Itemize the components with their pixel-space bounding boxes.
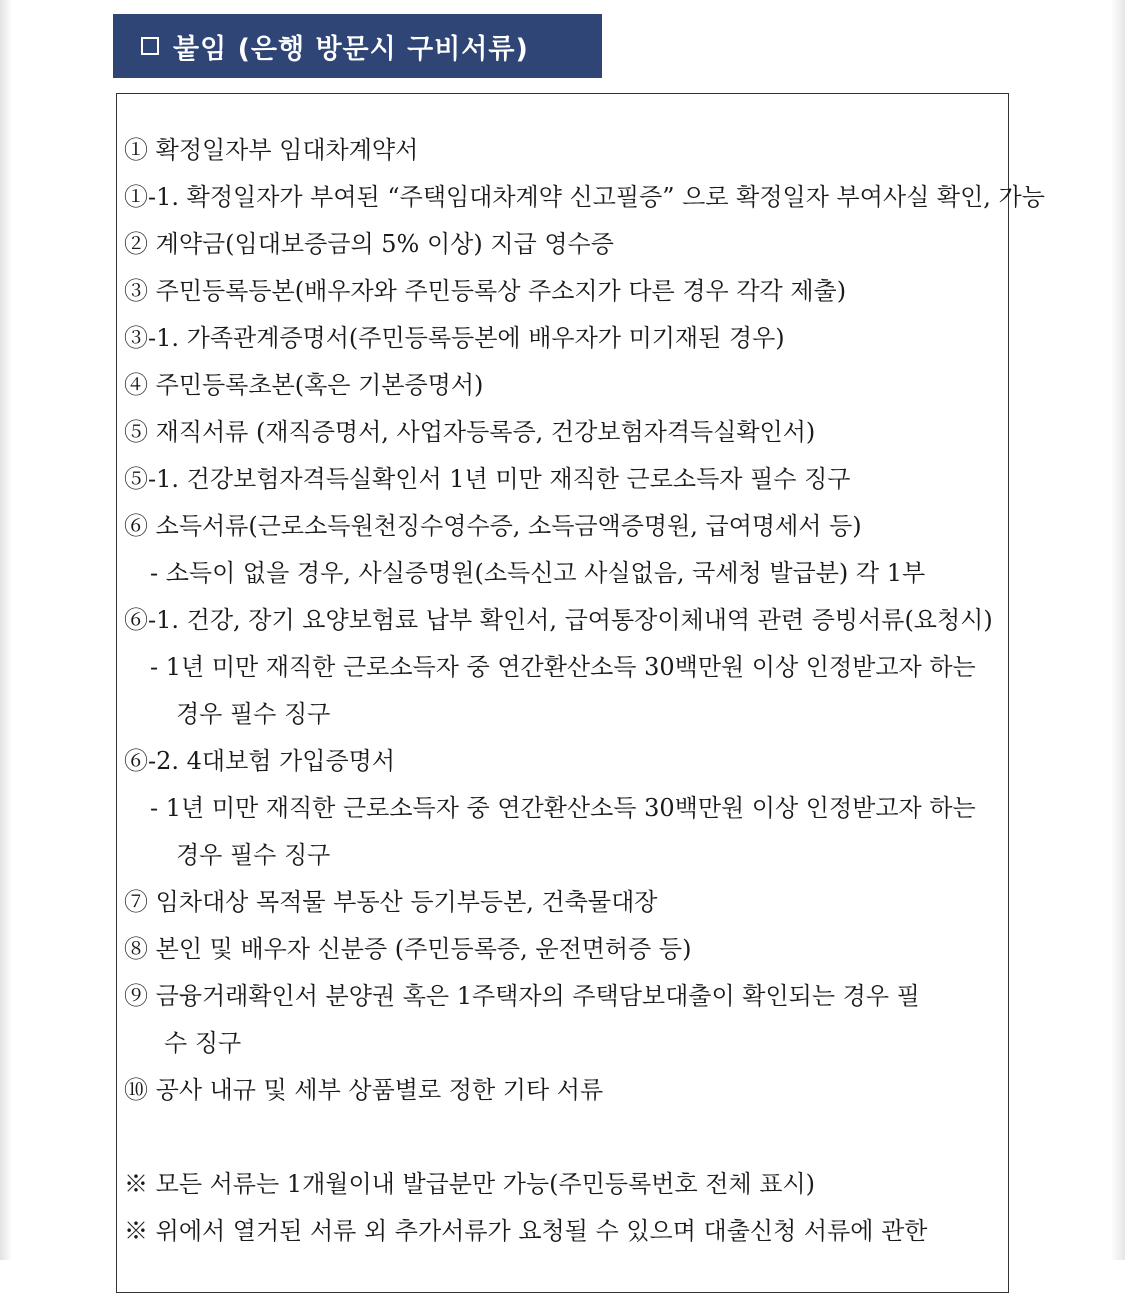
section-title: 붙임 (은행 방문시 구비서류) — [173, 33, 529, 65]
list-item: ③ 주민등록등본(배우자와 주민등록상 주소지가 다른 경우 각각 제출) — [124, 277, 847, 305]
list-subitem-continued: 경우 필수 징구 — [176, 841, 331, 869]
list-item: ⑤ 재직서류 (재직증명서, 사업자등록증, 건강보험자격득실확인서) — [124, 418, 816, 446]
list-subitem: - 1년 미만 재직한 근로소득자 중 연간환산소득 30백만원 이상 인정받고자 하는 — [150, 794, 976, 822]
list-item-continued: 수 징구 — [164, 1029, 242, 1057]
list-item: ⑥ 소득서류(근로소득원천징수영수증, 소득금액증명원, 급여명세서 등) — [124, 512, 862, 540]
list-item: ⑤-1. 건강보험자격득실확인서 1년 미만 재직한 근로소득자 필수 징구 — [124, 465, 851, 493]
list-subitem: - 소득이 없을 경우, 사실증명원(소득신고 사실없음, 국세청 발급분) 각 1부 — [150, 559, 926, 587]
list-item: ⑧ 본인 및 배우자 신분증 (주민등록증, 운전면허증 등) — [124, 935, 692, 963]
list-item: ⑦ 임차대상 목적물 부동산 등기부등본, 건축물대장 — [124, 888, 658, 916]
list-item: ⑩ 공사 내규 및 세부 상품별로 정한 기타 서류 — [124, 1076, 604, 1104]
list-item: ② 계약금(임대보증금의 5% 이상) 지급 영수증 — [124, 230, 614, 258]
list-item: ③-1. 가족관계증명서(주민등록등본에 배우자가 미기재된 경우) — [124, 324, 785, 352]
section-header — [113, 14, 602, 78]
page-edge-left — [0, 0, 12, 1260]
spacer — [124, 1114, 1004, 1161]
list-item: ⑥-1. 건강, 장기 요양보험료 납부 확인서, 급여통장이체내역 관련 증빙서류(요청시) — [124, 606, 993, 634]
list-item: ⑥-2. 4대보험 가입증명서 — [124, 747, 396, 775]
page-edge-right — [1111, 0, 1125, 1260]
note: ※ 위에서 열거된 서류 외 추가서류가 요청될 수 있으며 대출신청 서류에 관한 — [124, 1217, 928, 1245]
list-item: ① 확정일자부 임대차계약서 — [124, 136, 419, 164]
checkbox-icon — [141, 37, 159, 55]
list-subitem-continued: 경우 필수 징구 — [176, 700, 331, 728]
list-item: ④ 주민등록초본(혹은 기본증명서) — [124, 371, 484, 399]
document-list — [124, 127, 1045, 1255]
note: ※ 모든 서류는 1개월이내 발급분만 가능(주민등록번호 전체 표시) — [124, 1170, 815, 1198]
list-item: ①-1. 확정일자가 부여된 “주택임대차계약 신고필증” 으로 확정일자 부여사실 확인, 가능 — [124, 183, 1045, 211]
list-item: ⑨ 금융거래확인서 분양권 혹은 1주택자의 주택담보대출이 확인되는 경우 필 — [124, 982, 920, 1010]
list-subitem: - 1년 미만 재직한 근로소득자 중 연간환산소득 30백만원 이상 인정받고자 하는 — [150, 653, 976, 681]
